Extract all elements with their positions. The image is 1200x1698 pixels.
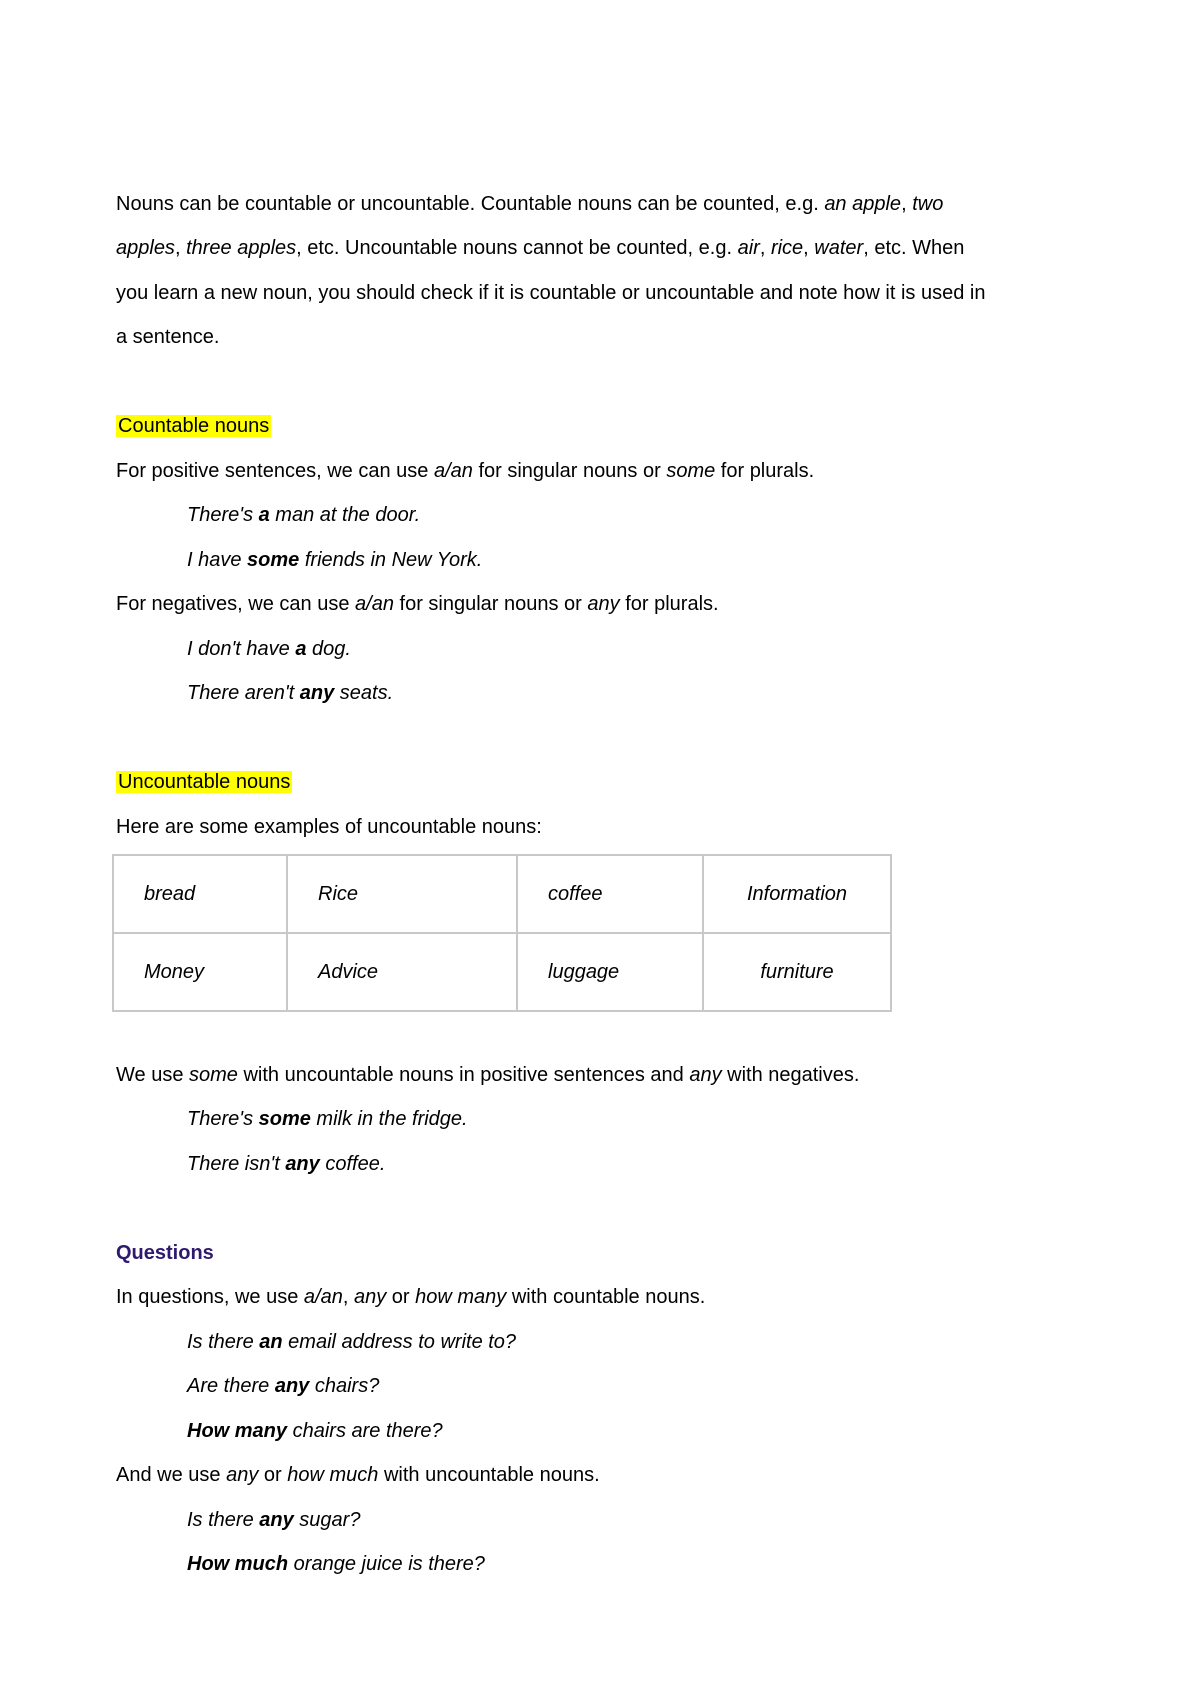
questions-example-4: Is there any sugar?: [187, 1509, 361, 1531]
uncountable-example-1: There's some milk in the fridge.: [187, 1108, 468, 1130]
table-cell: furniture: [703, 933, 891, 1011]
questions-example-2: Are there any chairs?: [187, 1375, 380, 1397]
questions-example-5: How much orange juice is there?: [187, 1553, 485, 1575]
questions-countable-rule: In questions, we use a/an, any or how many with countable nouns.: [116, 1286, 706, 1308]
table-cell: bread: [113, 855, 287, 933]
countable-example-1: There's a man at the door.: [187, 504, 421, 526]
table-cell: luggage: [517, 933, 703, 1011]
countable-example-4: There aren't any seats.: [187, 682, 394, 704]
uncountable-examples-table: [112, 854, 892, 1012]
table-cell: Advice: [287, 933, 517, 1011]
intro-line-1: Nouns can be countable or uncountable. Countable nouns can be counted, e.g. an apple, two: [116, 193, 944, 215]
countable-example-2: I have some friends in New York.: [187, 549, 483, 571]
questions-example-1: Is there an email address to write to?: [187, 1331, 517, 1353]
questions-uncountable-rule: And we use any or how much with uncountable nouns.: [116, 1464, 600, 1486]
intro-line-3: you learn a new noun, you should check if it is countable or uncountable and note how it is used in: [116, 282, 986, 304]
table-row: [113, 933, 891, 1011]
questions-example-3: How many chairs are there?: [187, 1420, 443, 1442]
uncountable-example-2: There isn't any coffee.: [187, 1153, 386, 1175]
table-cell: Money: [113, 933, 287, 1011]
countable-example-3: I don't have a dog.: [187, 638, 351, 660]
intro-line-4: a sentence.: [116, 326, 220, 348]
table-cell: Information: [703, 855, 891, 933]
countable-heading: Countable nouns: [118, 415, 270, 437]
intro-line-2: apples, three apples, etc. Uncountable nouns cannot be counted, e.g. air, rice, water, etc. When: [116, 237, 965, 259]
uncountable-heading: Uncountable nouns: [118, 771, 291, 793]
countable-positive-rule: For positive sentences, we can use a/an for singular nouns or some for plurals.: [116, 460, 815, 482]
uncountable-usage-rule: We use some with uncountable nouns in positive sentences and any with negatives.: [116, 1064, 860, 1086]
table-cell: coffee: [517, 855, 703, 933]
table-cell: Rice: [287, 855, 517, 933]
uncountable-intro: Here are some examples of uncountable nouns:: [116, 816, 542, 838]
table-row: [113, 855, 891, 933]
countable-negative-rule: For negatives, we can use a/an for singular nouns or any for plurals.: [116, 593, 719, 615]
questions-heading: Questions: [116, 1242, 214, 1264]
